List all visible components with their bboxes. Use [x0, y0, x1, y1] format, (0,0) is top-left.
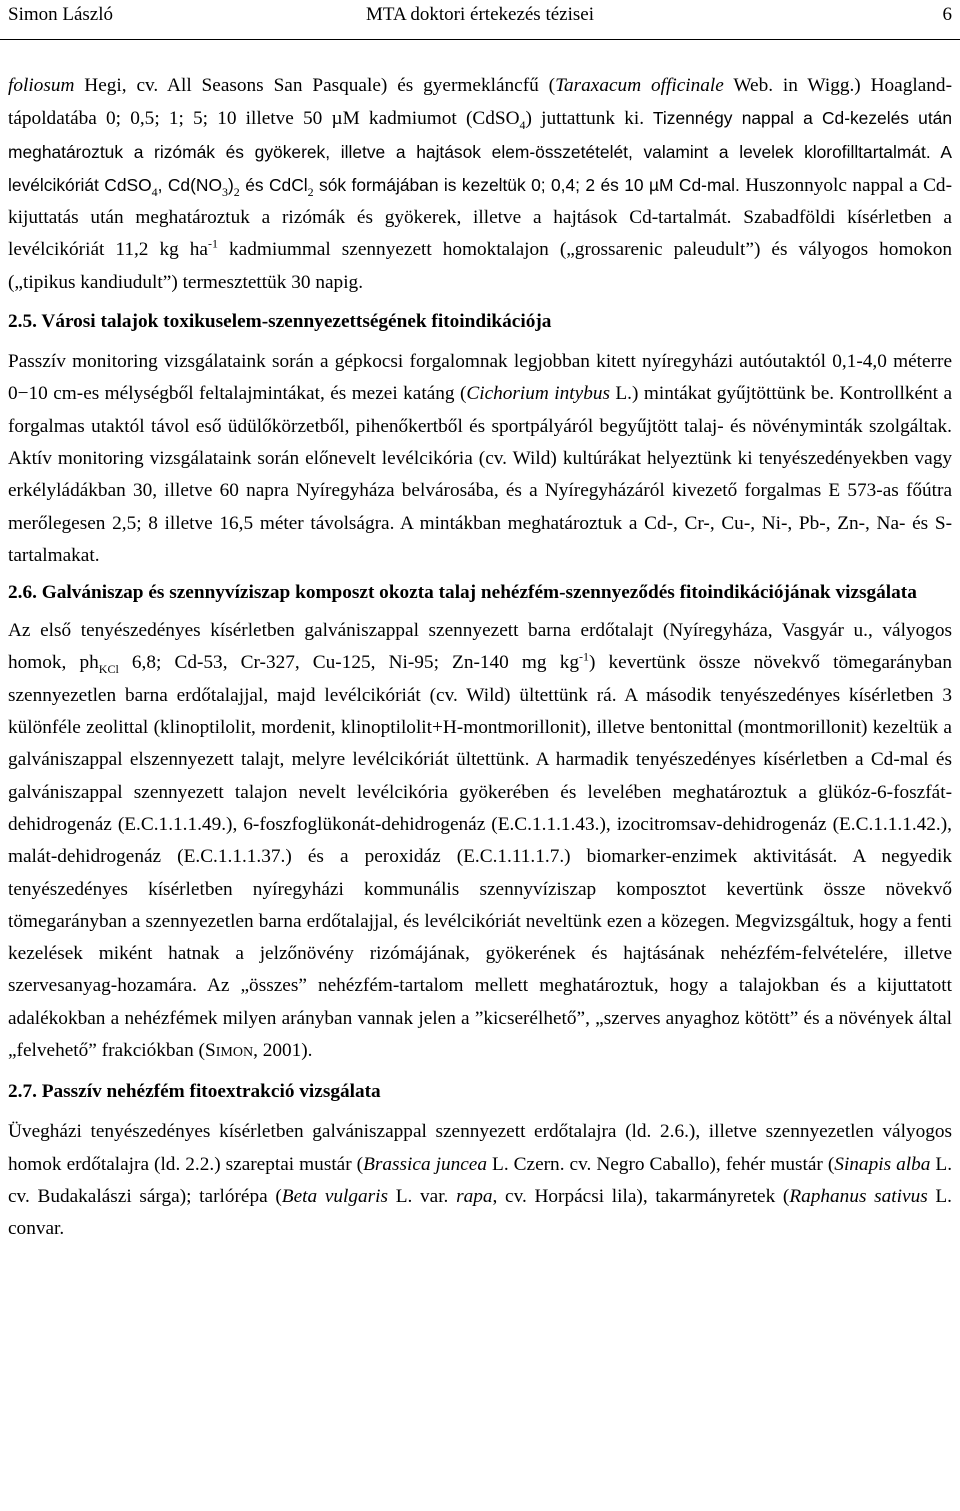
text-run: 6,8; Cd-53, Cr-327, Cu-125, Ni-95; Zn-140 mg kg: [118, 652, 579, 674]
header-author: Simon László: [8, 4, 114, 25]
subscript: 2: [233, 184, 240, 199]
species-name: Sinapis alba: [834, 1153, 931, 1175]
text-run: L. var.: [388, 1185, 457, 1207]
page-header: [0, 0, 960, 40]
text-run: és: [239, 174, 269, 195]
species-name: foliosum: [8, 75, 75, 96]
text-run: ) juttattunk ki.: [525, 108, 645, 130]
paragraph-2-7: [8, 1116, 952, 1245]
species-name: Raphanus sativus: [789, 1185, 928, 1207]
text-run: Hegi, cv. All Seasons San Pasquale) és gyermekláncfű (: [74, 75, 556, 96]
text-run: sók formájában is kezeltük 0; 0,4; 2 és 10 µM Cd-mal.: [313, 174, 740, 195]
page-number: 6: [942, 4, 952, 25]
text-run: Szabadföldi kísérletben a levélcikóriát 11,2 kg ha: [8, 207, 952, 261]
section-heading-2-7: 2.7. Passzív nehézfém fitoextrakció vizsgálata: [8, 1081, 381, 1103]
section-heading-2-6: 2.6. Galvániszap és szennyvíziszap komposzt okozta talaj nehézfém-szennyeződés fitoindikációjának vizsgálata: [8, 582, 917, 604]
subscript: 4: [519, 118, 526, 133]
text-run: Passzív monitoring vizsgálataink során a gépkocsi forgalomnak legjobban kitett nyíregyházi autóutaktól 0,1-4,0 méterre 0−10 cm-es mélységből feltalajmintákat, és mezei katáng (: [8, 351, 952, 405]
text-run: L. Czern. cv. Negro Caballo), fehér mustár (: [487, 1153, 835, 1175]
subscript: 4: [151, 184, 158, 199]
text-run: ) kevertünk össze növekvő tömegarányban szennyezetlen barna erdőtalajjal, majd levélcikóriát (cv. Wild) ültettünk rá. A második tenyészedényes kísérletben 3 különféle zeolittal (klinoptilolit, mordenit, klinoptilolit+H-montmorillonit), illetve bentonittal (montmorillonit) kezeltük a galvániszappal elszennyezett talajt, melyre levélcikóriát ültettünk. A harmadik tenyészedényes kísérletben a Cd-mal és galvániszappal szennyezett talajon nevelt levélcikória gyökerében és levelében meghatároztuk a glükóz-6-foszfát-dehidrogenáz (E.C.1.1.1.49.), 6-foszfoglükonát-dehidrogenáz (E.C.1.1.1.43.), izocitromsav-dehidrogenáz (E.C.1.1.1.42.), malát-dehidrogenáz (E.C.1.1.1.37.) és a peroxidáz (E.C.1.11.1.7.) biomarker-enzimek aktivitását. A negyedik tenyészedényes kísérletben nyíregyházi kommunális szennyvíziszap komposztot kevertünk össze növekvő tömegarányban a szennyezetlen barna erdőtalajjal, és levélcikóriát neveltünk ezen a közegen. Megvizsgáltuk, hogy a fenti kezelések miként hatnak a jelzőnövény rizómájának, gyökerének és hajtásának nehézfém-felvételére, illetve szervesanyag-hozamára. Az „összes” nehézfém-tartalom mellett meghatároztuk, hogy a talajokban és a kijuttatott adalékokban a nehézfémek milyen arányban vannak jelen a ”kicserélhető”, „szerves anyaghoz kötött” és a növények által „felvehető” frakciókban (S: [8, 652, 952, 1062]
species-name: Brassica juncea: [363, 1153, 488, 1175]
paragraph-intro: [8, 70, 952, 299]
text-run: Üvegházi tenyészedényes kísérletben galvániszappal szennyezett erdőtalajra (ld. 2.6.), illetve szennyezetlen vályogos homok erdőtalajra (ld. 2.2.) szareptai mustár (: [8, 1121, 952, 1175]
text-run: , Cd(NO: [157, 174, 222, 195]
superscript: -1: [578, 650, 589, 665]
paragraph-2-6: [8, 615, 952, 1069]
text-run: kadmiummal szennyezett homoktalajon („grossarenic paleudult”) és vályogos homokon („tipikus kandiudult”) termesztettük 30 napig.: [8, 239, 953, 293]
subscript: 3: [221, 184, 228, 199]
text-run: A levélcikóriát CdSO: [8, 141, 952, 195]
text-run: L. convar.: [8, 1185, 953, 1240]
subscript: 2: [307, 184, 314, 199]
text-run: CdCl: [268, 174, 308, 195]
text-run: , 2001).: [253, 1040, 313, 1062]
text-run: L.) mintákat gyűjtöttünk be. Kontrollként a forgalmas utaktól távol eső üdülőkörzetből, pihenőkertből és sportpályáról begyűjtött talaj- és növényminták szolgáltak. Aktív monitoring vizsgálataink során előnevelt levélcikória (cv. Wild) kultúrákat helyeztünk ki tenyészedényekben vagy erkélyládákban 30, illetve 60 napra Nyíregyháza belvárosába, és a Nyíregyházáról kivezető forgalmas E 573-as főútra merőlegesen 2,5; 8 illetve 16,5 méter távolságra. A mintákban meghatároztuk a Cd-, Cr-, Cu-, Ni-, Pb-, Zn-, Na- és S-tartalmakat.: [8, 383, 953, 566]
text-run: L. cv. Budakalászi sárga); tarlórépa (: [8, 1153, 953, 1207]
superscript: -1: [207, 237, 218, 252]
section-heading-2-5: 2.5. Városi talajok toxikuselem-szennyezettségének fitoindikációja: [8, 311, 552, 333]
header-title: MTA doktori értekezés tézisei: [366, 4, 594, 25]
species-name: Taraxacum officinale: [555, 75, 724, 96]
text-run: , cv. Horpácsi lila), takarmányretek (: [492, 1185, 790, 1207]
text-run: ): [227, 174, 234, 195]
small-caps-author: IMON: [215, 1045, 254, 1061]
text-run: Az első tenyészedényes kísérletben galvániszappal szennyezett barna erdőtalajt (Nyíregyháza, Vasgyár u., vályogos homok, ph: [8, 620, 952, 674]
page-body: [8, 70, 952, 1246]
text-run: Web. in Wigg.) Hoagland-tápoldatába 0; 0,5; 1; 5; 10 illetve 50 µM kadmiumot (CdSO: [8, 75, 952, 130]
paragraph-2-5: [8, 346, 952, 572]
text-run: Huszonnyolc nappal a Cd-kijuttatás után meghatároztuk a rizómák és gyökerek, illetve a hajtások Cd-tartalmát.: [8, 174, 952, 229]
text-run: Tizennégy nappal a Cd-kezelés után meghatároztuk a rizómák és gyökerek, illetve a hajtások elem-összetételét, valamint a levelek klorofilltartalmát.: [8, 108, 952, 162]
species-name: rapa: [456, 1185, 493, 1207]
species-name: Beta vulgaris: [281, 1185, 389, 1207]
species-name: Cichorium intybus: [466, 383, 610, 405]
subscript: KCl: [98, 662, 119, 677]
